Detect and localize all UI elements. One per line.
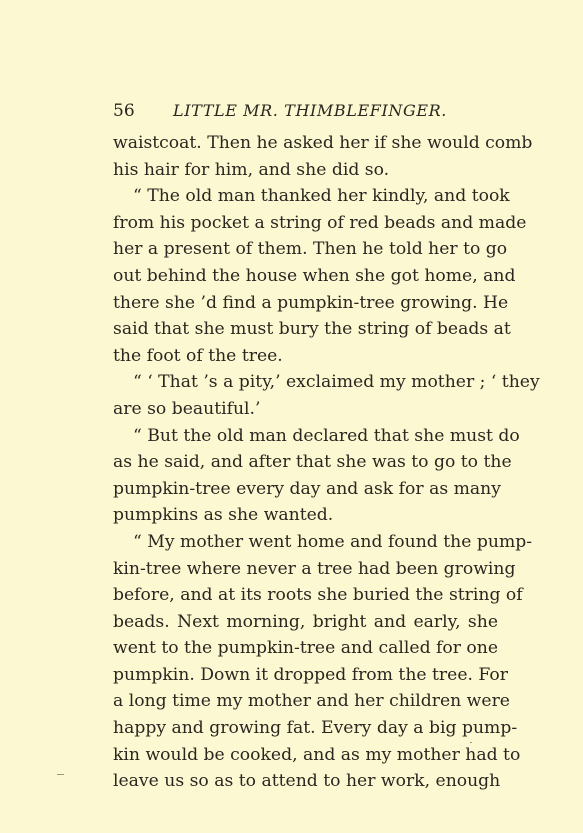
text-line: pumpkins as she wanted.	[113, 505, 334, 526]
body-text	[113, 130, 540, 795]
text-line: as he said, and after that she was to go to the	[113, 452, 512, 473]
paper-speck	[57, 774, 64, 775]
page-header	[113, 100, 498, 122]
text-line: beads. Next morning, bright and early, she	[113, 611, 498, 632]
text-line: “ The old man thanked her kindly, and took	[133, 186, 510, 207]
text-line: pumpkin. Down it dropped from the tree. For	[113, 664, 508, 685]
text-line: a long time my mother and her children were	[113, 691, 510, 712]
text-line: leave us so as to attend to her work, enough	[113, 771, 501, 792]
text-line: said that she must bury the string of beads at	[113, 319, 511, 340]
text-line: out behind the house when she got home, and	[113, 265, 516, 286]
text-line: pumpkin-tree every day and ask for as many	[113, 478, 501, 499]
text-line: are so beautiful.’	[113, 398, 261, 419]
text-line: went to the pumpkin-tree and called for one	[113, 638, 499, 659]
text-line: waistcoat. Then he asked her if she would comb	[113, 133, 533, 153]
paper-speck	[470, 742, 472, 743]
text-line: the foot of the tree.	[113, 345, 283, 366]
text-line: his hair for him, and she did so.	[113, 159, 390, 180]
text-line: before, and at its roots she buried the string of	[113, 585, 523, 606]
text-line: kin-tree where never a tree had been growing	[113, 558, 516, 579]
text-line: happy and growing fat. Every day a big pump-	[113, 718, 518, 739]
text-line: her a present of them. Then he told her to go	[113, 239, 508, 260]
text-line: from his pocket a string of red beads and made	[113, 212, 527, 233]
text-line: kin would be cooked, and as my mother had to	[113, 744, 521, 765]
text-line: there she ’d find a pumpkin-tree growing. He	[113, 292, 509, 313]
text-line: “ ‘ That ’s a pity,’ exclaimed my mother ; ‘ they	[133, 372, 540, 393]
text-line: “ My mother went home and found the pump-	[133, 531, 533, 552]
page-number: 56	[113, 101, 135, 121]
running-title: LITTLE MR. THIMBLEFINGER.	[173, 101, 447, 120]
text-line: “ But the old man declared that she must do	[133, 425, 520, 446]
